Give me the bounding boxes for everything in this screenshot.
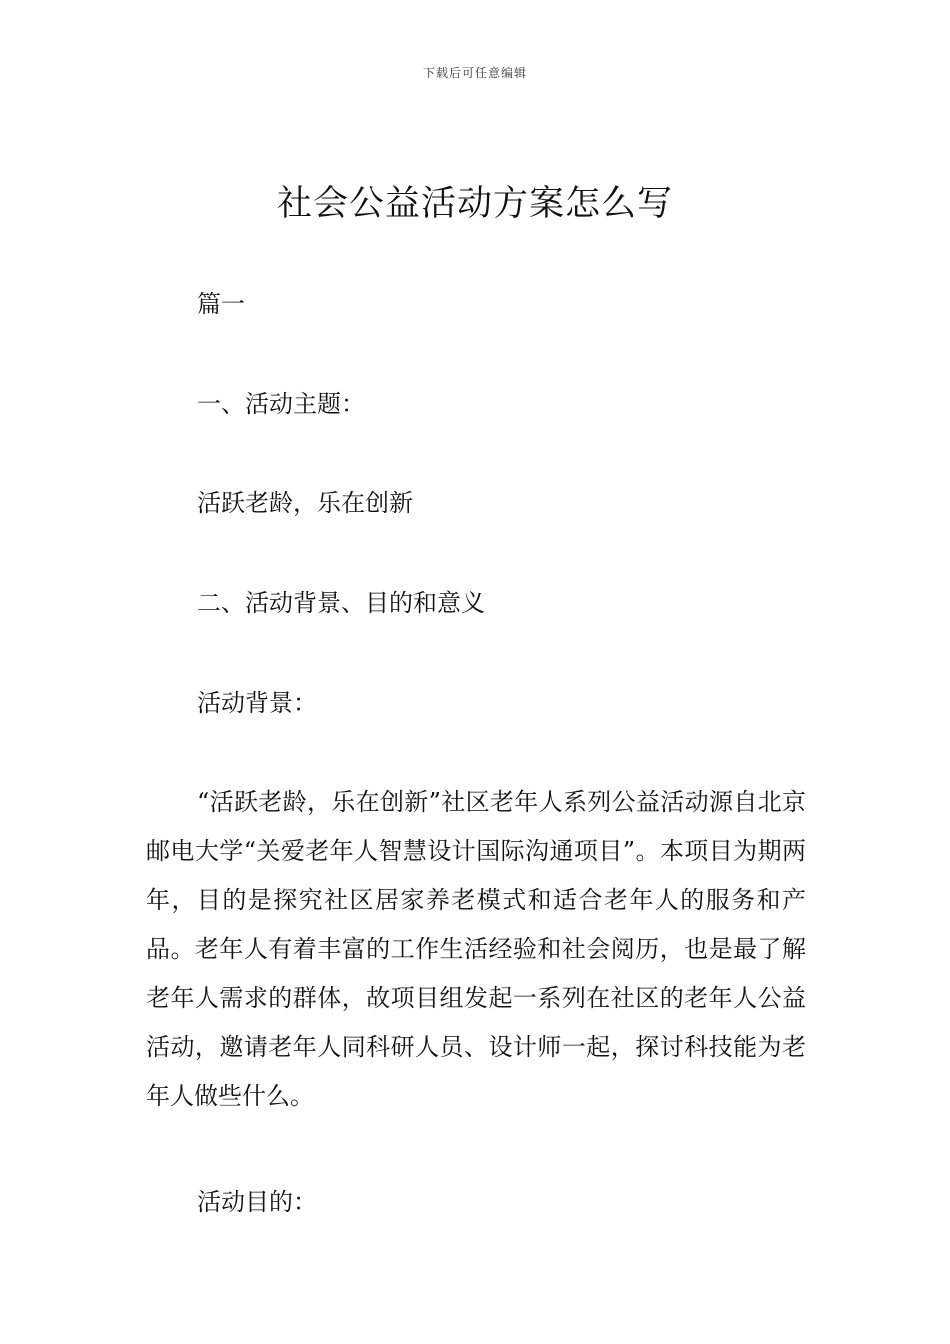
background-paragraph: “活跃老龄，乐在创新”社区老年人系列公益活动源自北京邮电大学“关爱老年人智慧设计国际沟通项目”。本项目为期两年，目的是探究社区居家养老模式和适合老年人的服务和产品。老年人有着丰富的工作生活经验和社会阅历，也是最了解老年人需求的群体，故项目组发起一系列在社区的老年人公益活动，邀请老年人同科研人员、设计师一起，探讨科技能为老年人做些什么。 bbox=[146, 788, 806, 1110]
heading-activity-theme: 一、活动主题： bbox=[197, 390, 365, 418]
background-label: 活动背景： bbox=[197, 689, 317, 717]
heading-background-purpose: 二、活动背景、目的和意义 bbox=[197, 589, 485, 617]
activity-theme-text: 活跃老龄，乐在创新 bbox=[197, 489, 413, 517]
section-label: 篇一 bbox=[197, 290, 245, 318]
purpose-label: 活动目的： bbox=[197, 1188, 317, 1216]
header-note: 下载后可任意编辑 bbox=[422, 66, 527, 80]
document-title: 社会公益活动方案怎么写 bbox=[276, 184, 673, 224]
